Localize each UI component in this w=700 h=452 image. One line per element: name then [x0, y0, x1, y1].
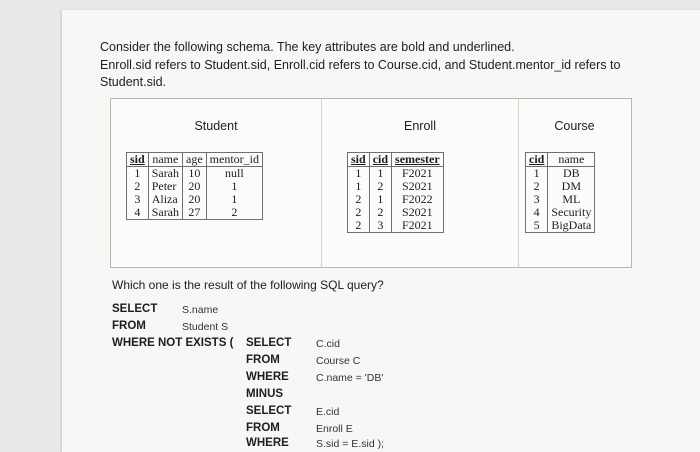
intro-line-1: Consider the following schema. The key attributes are bold and underlined.	[100, 40, 515, 54]
table-row	[127, 167, 263, 181]
table-cell: Peter	[148, 180, 182, 193]
sql-select-value: S.name	[182, 304, 219, 316]
sql-subquery-select-value: C.cid	[316, 338, 340, 350]
table-cell: 3	[369, 219, 391, 233]
table-header-row	[127, 153, 263, 167]
table-cell: 2	[348, 206, 370, 219]
sql-minus-keyword: MINUS	[246, 388, 284, 400]
column-header: sid	[348, 153, 370, 167]
student-panel	[111, 99, 321, 267]
intro-line-3: Student.sid.	[100, 75, 167, 89]
sql-subquery2-from-keyword: FROM	[246, 422, 280, 434]
column-header: cid	[369, 153, 391, 167]
table-cell: F2021	[392, 167, 444, 181]
table-row	[526, 219, 595, 233]
table-cell: 4	[127, 206, 149, 220]
table-cell: 1	[348, 180, 370, 193]
sql-subquery2-where-value: S.sid = E.sid );	[316, 438, 384, 450]
sql-subquery2-select-keyword: SELECT	[246, 405, 292, 417]
question-text: Which one is the result of the following SQL query?	[112, 278, 384, 292]
table-cell: 1	[206, 180, 262, 193]
table-cell: 1	[348, 167, 370, 181]
table-cell: 20	[183, 180, 207, 193]
sql-subquery-where-value: C.name = 'DB'	[316, 372, 384, 384]
table-cell: F2022	[392, 193, 444, 206]
table-cell: 1	[369, 193, 391, 206]
table-cell: 27	[183, 206, 207, 220]
table-cell: ML	[548, 193, 595, 206]
table-cell: 2	[369, 206, 391, 219]
table-cell: Sarah	[148, 167, 182, 181]
course-title: Course	[554, 119, 595, 133]
table-header-row	[348, 153, 444, 167]
table-cell: 10	[183, 167, 207, 181]
intro-line-2: Enroll.sid refers to Student.sid, Enroll.cid refers to Course.cid, and Student.mentor_id refers to	[100, 57, 621, 72]
table-row	[348, 219, 444, 233]
table-row	[526, 167, 595, 181]
course-panel	[518, 99, 631, 267]
column-header: name	[148, 153, 182, 167]
column-header: name	[548, 153, 595, 167]
table-cell: S2021	[392, 180, 444, 193]
student-title: Student	[194, 119, 238, 133]
course-table	[525, 152, 595, 233]
table-cell: 2	[369, 180, 391, 193]
table-cell: 2	[206, 206, 262, 220]
column-header: cid	[526, 153, 548, 167]
table-cell: 5	[526, 219, 548, 233]
table-cell: DB	[548, 167, 595, 181]
table-cell: DM	[548, 180, 595, 193]
table-cell: 4	[526, 206, 548, 219]
column-header: age	[183, 153, 207, 167]
sql-subquery-from-keyword: FROM	[246, 354, 280, 366]
table-cell: Sarah	[148, 206, 182, 220]
table-cell: BigData	[548, 219, 595, 233]
student-table	[126, 152, 263, 220]
table-cell: 1	[206, 193, 262, 206]
table-cell: 1	[127, 167, 149, 181]
table-cell: Aliza	[148, 193, 182, 206]
table-cell: 20	[183, 193, 207, 206]
table-cell: 3	[127, 193, 149, 206]
problem-statement	[100, 39, 640, 92]
sql-from-keyword: FROM	[112, 320, 146, 332]
table-row	[348, 167, 444, 181]
table-cell: 3	[526, 193, 548, 206]
sql-subquery2-select-value: E.cid	[316, 406, 340, 418]
table-cell: 2	[348, 193, 370, 206]
table-cell: 2	[526, 180, 548, 193]
sql-subquery-from-value: Course C	[316, 355, 361, 367]
column-header: mentor_id	[206, 153, 262, 167]
sql-subquery-select-keyword: SELECT	[246, 337, 292, 349]
table-cell: 2	[127, 180, 149, 193]
sql-subquery-where-keyword: WHERE	[246, 371, 289, 383]
sql-subquery2-from-value: Enroll E	[316, 423, 353, 435]
table-cell: null	[206, 167, 262, 181]
schema-figure	[110, 98, 632, 268]
column-header: semester	[392, 153, 444, 167]
table-cell: S2021	[392, 206, 444, 219]
table-row	[127, 206, 263, 220]
sql-where-not-exists: WHERE NOT EXISTS (	[112, 337, 234, 349]
sql-subquery2-where-keyword: WHERE	[246, 437, 289, 449]
enroll-panel	[321, 99, 519, 267]
enroll-title: Enroll	[404, 119, 436, 133]
table-cell: 1	[526, 167, 548, 181]
table-cell: 2	[348, 219, 370, 233]
table-header-row	[526, 153, 595, 167]
sql-from-value: Student S	[182, 321, 229, 333]
table-cell: 1	[369, 167, 391, 181]
column-header: sid	[127, 153, 149, 167]
enroll-table	[347, 152, 444, 233]
table-cell: F2021	[392, 219, 444, 233]
table-cell: Security	[548, 206, 595, 219]
sql-select-keyword: SELECT	[112, 303, 158, 315]
